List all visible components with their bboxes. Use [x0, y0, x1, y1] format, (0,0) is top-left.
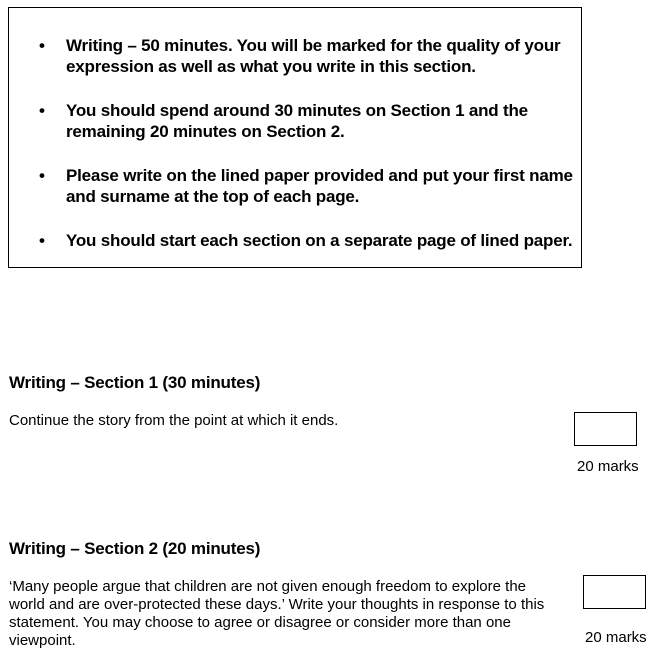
- instruction-text: Please write on the lined paper provided and put your first name and surname at the top of each page.: [66, 166, 573, 206]
- bullet-icon: •: [39, 166, 45, 185]
- bullet-icon: •: [39, 101, 45, 120]
- instruction-text: You should spend around 30 minutes on Section 1 and the remaining 20 minutes on Section 2.: [66, 101, 528, 141]
- section2-prompt: ‘Many people argue that children are not given enough freedom to explore the world and are over-protected these days.’ Write your thoughts in response to this statement. You may choose to agree or disagree or consider more than one viewpoint.: [9, 578, 545, 649]
- section1-heading: Writing – Section 1 (30 minutes): [9, 373, 261, 392]
- section2-heading: Writing – Section 2 (20 minutes): [9, 539, 261, 558]
- section2-marks: 20 marks: [585, 629, 647, 646]
- section1-prompt: Continue the story from the point at which it ends.: [9, 412, 339, 429]
- section1-marks: 20 marks: [577, 458, 639, 475]
- section1-mark-box: [574, 412, 637, 446]
- section2-mark-box: [583, 575, 646, 609]
- instruction-text: You should start each section on a separate page of lined paper.: [66, 231, 573, 250]
- bullet-icon: •: [39, 36, 45, 55]
- bullet-icon: •: [39, 231, 45, 250]
- instructions-box: [8, 7, 582, 268]
- instruction-text: Writing – 50 minutes. You will be marked for the quality of your expression as well as what you write in this section.: [66, 36, 561, 76]
